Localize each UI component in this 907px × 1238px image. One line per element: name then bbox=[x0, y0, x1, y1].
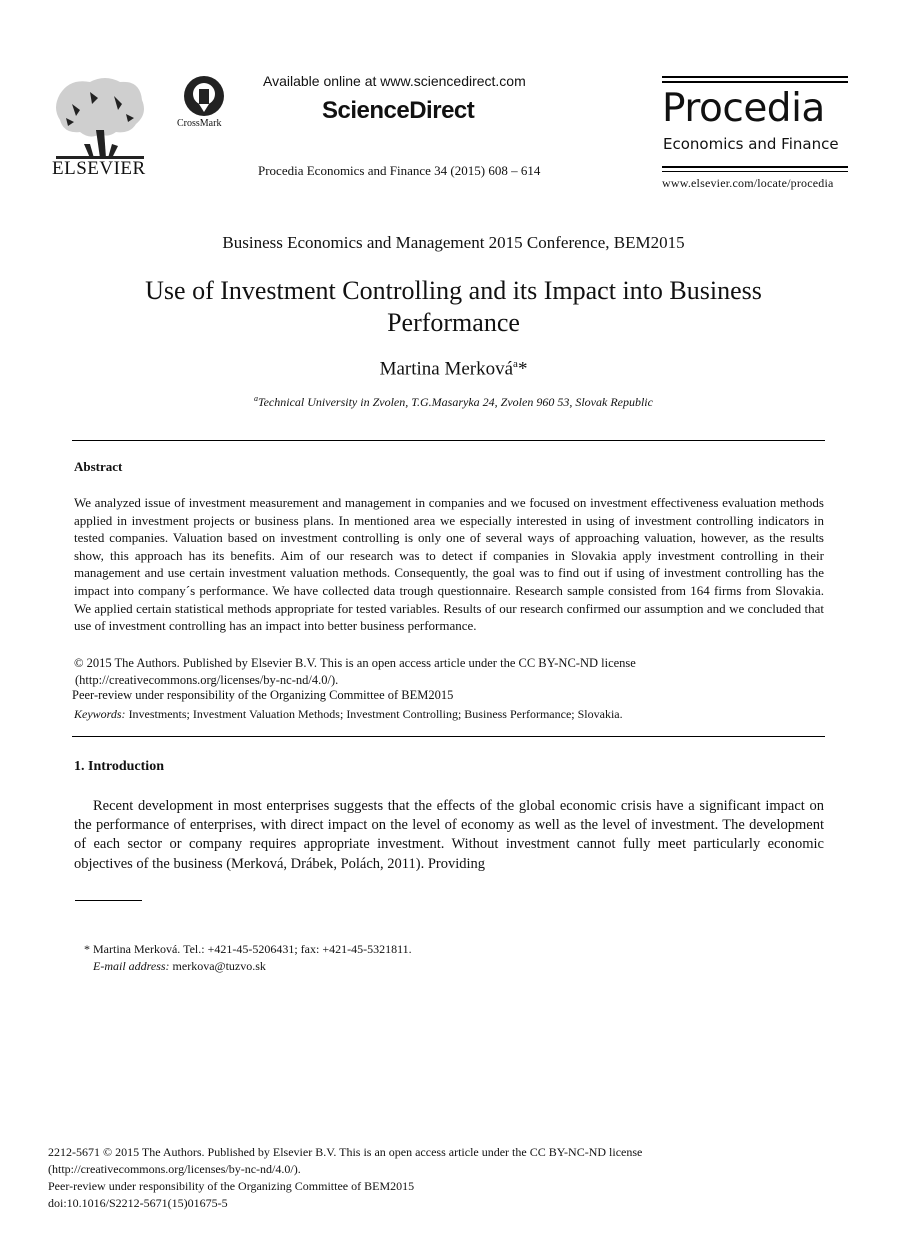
abstract-heading: Abstract bbox=[74, 459, 123, 474]
license-link[interactable]: (http://creativecommons.org/licenses/by-nc-nd/4.0/). bbox=[75, 673, 339, 687]
journal-reference: Procedia Economics and Finance 34 (2015) 608 – 614 bbox=[258, 163, 541, 178]
title-line-1: Use of Investment Controlling and its Impact into Business bbox=[145, 276, 762, 305]
procedia-rule-top bbox=[662, 76, 848, 78]
procedia-subtitle: Economics and Finance bbox=[663, 135, 839, 153]
procedia-rule-top-2 bbox=[662, 81, 848, 83]
footer-issn-license: 2212-5671 © 2015 The Authors. Published by Elsevier B.V. This is an open access article under the CC BY-NC-ND license bbox=[48, 1145, 643, 1159]
footnote-rule bbox=[75, 900, 142, 901]
email-address[interactable]: merkova@tuzvo.sk bbox=[172, 959, 266, 973]
introduction-heading: 1. Introduction bbox=[74, 759, 164, 774]
sciencedirect-wordmark: ScienceDirect bbox=[322, 97, 475, 124]
author-affiliation-mark: a bbox=[513, 358, 518, 370]
copyright-line-1: © 2015 The Authors. Published by Elsevier B.V. This is an open access article under the CC BY-NC-ND license bbox=[74, 656, 636, 670]
introduction-body: Recent development in most enterprises suggests that the effects of the global economic crisis have a significant impact on the performance of enterprises, with direct impact on the level of economy as well as the level of investment. The development of each sector or company requires appropriate investment. Without investment cannot fully meet particularly economic objectives of the business (Merková, Drábek, Polách, 2011). Providing bbox=[74, 798, 824, 872]
elsevier-wordmark: ELSEVIER bbox=[52, 158, 146, 179]
keywords bbox=[74, 707, 623, 722]
footer-license-link[interactable]: (http://creativecommons.org/licenses/by-nc-nd/4.0/). bbox=[48, 1162, 301, 1176]
paper-title bbox=[100, 275, 807, 339]
available-online-text: Available online at www.sciencedirect.com bbox=[263, 73, 526, 89]
crossmark-label: CrossMark bbox=[177, 118, 222, 129]
procedia-wordmark: Procedia bbox=[662, 86, 825, 131]
affiliation bbox=[0, 394, 907, 410]
author-name bbox=[0, 358, 907, 380]
affiliation-text: Technical University in Zvolen, T.G.Masaryka 24, Zvolen 960 53, Slovak Republic bbox=[258, 395, 653, 409]
keywords-list: Investments; Investment Valuation Methods; Investment Controlling; Business Performance; Slovakia. bbox=[128, 707, 623, 721]
email-label: E-mail address: bbox=[93, 959, 170, 973]
procedia-rule-bottom bbox=[662, 166, 848, 168]
divider-top bbox=[72, 440, 825, 441]
peer-review-note: Peer-review under responsibility of the Organizing Committee of BEM2015 bbox=[72, 688, 454, 702]
corresponding-mark: * bbox=[517, 358, 528, 380]
keywords-label: Keywords: bbox=[74, 707, 126, 721]
footer-peer-review: Peer-review under responsibility of the Organizing Committee of BEM2015 bbox=[48, 1179, 415, 1193]
abstract-body: We analyzed issue of investment measurement and management in companies and we focused on investment effectiveness evaluation methods applied in investment projects or business plans. In mentioned area we especially interested in using of investment controlling indicators in tested companies. Valuation based on investment controlling is only one of several ways of approaching valuation, however, as the results show, this approach has its benefits. Aim of our research was to detect if companies in Slovakia apply investment controlling in their management and use certain investment valuation methods. Consequently, the goal was to find out if using of investment controlling has the impact into company´s performance. We have collected data trough questionnaire. Research sample consisted from 164 firms from Slovakia. We applied certain statistical methods appropriate for tested variables. Results of our research confirmed our assumption and we concluded that use of investment controlling has an impact into better business performance. bbox=[74, 495, 824, 634]
title-line-2: Performance bbox=[387, 308, 520, 337]
footnote-email bbox=[93, 959, 266, 974]
footnote-contact: * Martina Merková. Tel.: +421-45-5206431; fax: +421-45-5321811. bbox=[84, 942, 412, 956]
affiliation-mark: a bbox=[254, 394, 259, 403]
procedia-rule-bottom-2 bbox=[662, 171, 848, 172]
divider-bottom bbox=[72, 736, 825, 737]
footer-doi[interactable]: doi:10.1016/S2212-5671(15)01675-5 bbox=[48, 1196, 228, 1210]
procedia-url-link[interactable]: www.elsevier.com/locate/procedia bbox=[662, 176, 834, 190]
conference-name: Business Economics and Management 2015 Conference, BEM2015 bbox=[222, 233, 685, 252]
author-text: Martina Merková bbox=[379, 358, 514, 380]
copyright-notice bbox=[74, 655, 834, 689]
